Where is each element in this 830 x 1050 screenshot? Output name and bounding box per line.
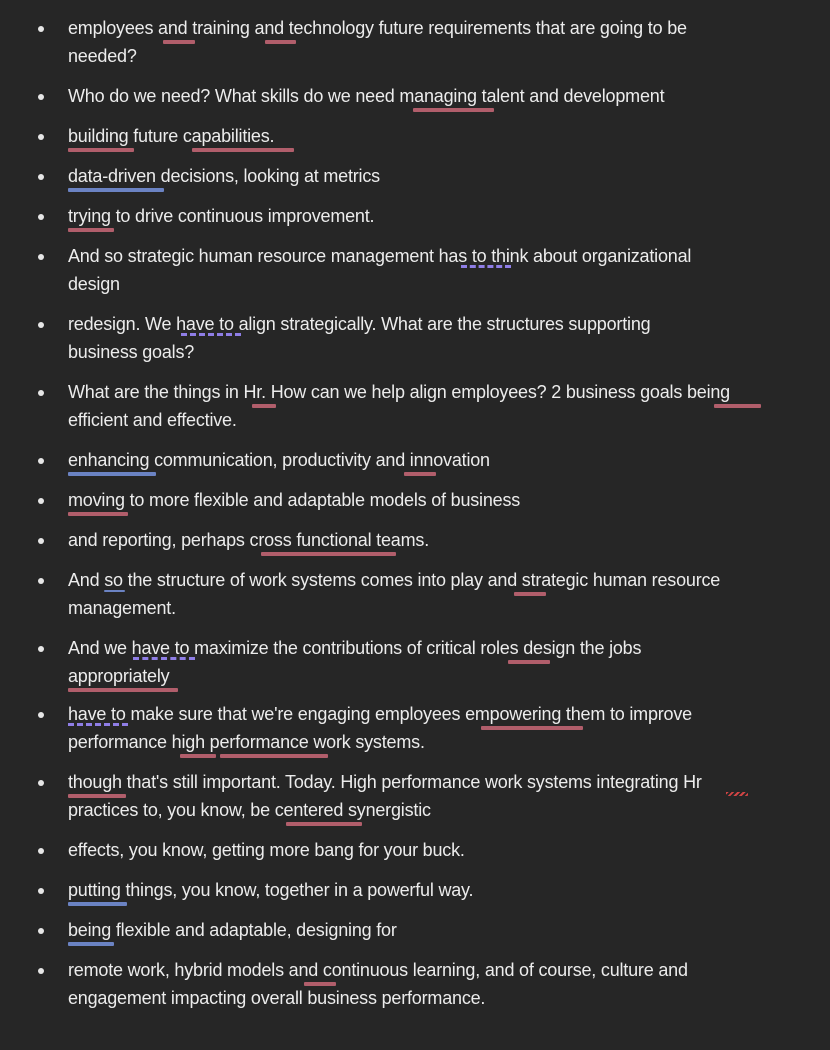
text-line: appropriately	[68, 666, 170, 686]
grammar-suggestion-underline[interactable]	[104, 590, 125, 592]
style-suggestion-underline[interactable]	[461, 265, 511, 268]
text-line: though that's still important. Today. High performance work systems integrating Hr	[68, 772, 702, 792]
spelling-suggestion-underline[interactable]	[404, 472, 436, 476]
spelling-suggestion-underline[interactable]	[304, 982, 336, 986]
spelling-suggestion-underline[interactable]	[68, 148, 134, 152]
spelling-suggestion-underline[interactable]	[508, 660, 550, 664]
spelling-suggestion-underline[interactable]	[68, 512, 128, 516]
text-line: being flexible and adaptable, designing for	[68, 920, 397, 940]
text-line: management.	[68, 598, 176, 618]
list-item	[0, 310, 830, 366]
text-line: And so strategic human resource management has to think about organizational	[68, 246, 692, 266]
text-line: remote work, hybrid models and continuous learning, and of course, culture and	[68, 960, 688, 980]
text-line: design	[68, 274, 120, 294]
list-item-text[interactable]	[68, 162, 788, 190]
list-item-text[interactable]	[68, 526, 788, 554]
list-item-text[interactable]	[68, 836, 788, 864]
bullet-dot-icon	[38, 928, 44, 934]
bullet-dot-icon	[38, 214, 44, 220]
text-line: redesign. We have to align strategically. What are the structures supporting	[68, 314, 651, 334]
list-item-text[interactable]	[68, 202, 788, 230]
list-item	[0, 242, 830, 298]
text-line: And so the structure of work systems comes into play and strategic human resource	[68, 570, 721, 590]
list-item	[0, 876, 830, 904]
list-item-text[interactable]	[68, 916, 788, 944]
list-item	[0, 14, 830, 70]
grammar-suggestion-underline[interactable]	[68, 902, 127, 906]
spelling-suggestion-underline[interactable]	[252, 404, 276, 408]
bullet-dot-icon	[38, 538, 44, 544]
text-line: engagement impacting overall business performance.	[68, 988, 486, 1008]
grammar-suggestion-underline[interactable]	[68, 942, 114, 946]
list-item	[0, 956, 830, 1012]
grammar-suggestion-underline[interactable]	[68, 472, 156, 476]
list-item-text[interactable]	[68, 378, 788, 434]
text-line: building future capabilities.	[68, 126, 275, 146]
spelling-suggestion-underline[interactable]	[192, 148, 294, 152]
bullet-dot-icon	[38, 646, 44, 652]
spelling-suggestion-underline[interactable]	[220, 754, 328, 758]
spelling-error-squiggle[interactable]	[726, 792, 748, 796]
list-item-text[interactable]	[68, 486, 788, 514]
spelling-suggestion-underline[interactable]	[265, 40, 296, 44]
list-item	[0, 446, 830, 474]
bullet-dot-icon	[38, 968, 44, 974]
spelling-suggestion-underline[interactable]	[68, 794, 126, 798]
text-line: data-driven decisions, looking at metrics	[68, 166, 380, 186]
bullet-dot-icon	[38, 94, 44, 100]
style-suggestion-underline[interactable]	[133, 657, 195, 660]
bullet-dot-icon	[38, 390, 44, 396]
text-line: efficient and effective.	[68, 410, 237, 430]
spelling-suggestion-underline[interactable]	[68, 688, 178, 692]
list-item	[0, 566, 830, 622]
list-item	[0, 526, 830, 554]
spelling-suggestion-underline[interactable]	[261, 552, 396, 556]
list-item	[0, 916, 830, 944]
list-item-text[interactable]	[68, 122, 788, 150]
text-line: needed?	[68, 46, 137, 66]
bullet-dot-icon	[38, 322, 44, 328]
list-item-text[interactable]	[68, 310, 788, 366]
list-item	[0, 202, 830, 230]
text-line: effects, you know, getting more bang for your buck.	[68, 840, 465, 860]
spelling-suggestion-underline[interactable]	[286, 822, 362, 826]
grammar-suggestion-underline[interactable]	[68, 188, 164, 192]
spelling-suggestion-underline[interactable]	[514, 592, 546, 596]
bullet-dot-icon	[38, 254, 44, 260]
bullet-dot-icon	[38, 578, 44, 584]
text-line: moving to more flexible and adaptable models of business	[68, 490, 521, 510]
bullet-dot-icon	[38, 888, 44, 894]
text-line: What are the things in Hr. How can we help align employees? 2 business goals being	[68, 382, 730, 402]
list-item-text[interactable]	[68, 876, 788, 904]
spelling-suggestion-underline[interactable]	[413, 108, 494, 112]
text-line: business goals?	[68, 342, 195, 362]
list-item	[0, 486, 830, 514]
text-line: practices to, you know, be centered synergistic	[68, 800, 431, 820]
spelling-suggestion-underline[interactable]	[163, 40, 195, 44]
bullet-dot-icon	[38, 458, 44, 464]
list-item	[0, 82, 830, 110]
text-line: trying to drive continuous improvement.	[68, 206, 375, 226]
spelling-suggestion-underline[interactable]	[180, 754, 216, 758]
list-item-text[interactable]	[68, 700, 788, 756]
bullet-dot-icon	[38, 712, 44, 718]
style-suggestion-underline[interactable]	[181, 333, 241, 336]
bullet-dot-icon	[38, 498, 44, 504]
text-line: And we have to maximize the contributions of critical roles design the jobs	[68, 638, 642, 658]
text-line: have to make sure that we're engaging employees empowering them to improve	[68, 704, 692, 724]
list-item	[0, 162, 830, 190]
list-item-text[interactable]	[68, 446, 788, 474]
bullet-dot-icon	[38, 174, 44, 180]
list-item-text[interactable]	[68, 956, 788, 1012]
list-item-text[interactable]	[68, 82, 788, 110]
list-item-text[interactable]	[68, 768, 788, 824]
spelling-suggestion-underline[interactable]	[481, 726, 583, 730]
bullet-dot-icon	[38, 26, 44, 32]
bullet-dot-icon	[38, 134, 44, 140]
list-item-text[interactable]	[68, 242, 788, 298]
spelling-suggestion-underline[interactable]	[68, 228, 114, 232]
list-item	[0, 836, 830, 864]
list-item	[0, 378, 830, 434]
list-item	[0, 700, 830, 756]
text-line: Who do we need? What skills do we need managing talent and development	[68, 86, 665, 106]
list-item	[0, 634, 830, 690]
style-suggestion-underline[interactable]	[68, 723, 128, 726]
bullet-dot-icon	[38, 780, 44, 786]
list-item-text[interactable]	[68, 566, 788, 622]
text-line: enhancing communication, productivity and innovation	[68, 450, 490, 470]
text-line: performance high performance work systems.	[68, 732, 425, 752]
spelling-suggestion-underline[interactable]	[714, 404, 761, 408]
list-item	[0, 122, 830, 150]
text-line: employees and training and technology future requirements that are going to be	[68, 18, 687, 38]
bullet-dot-icon	[38, 848, 44, 854]
text-line: and reporting, perhaps cross functional teams.	[68, 530, 430, 550]
text-line: putting things, you know, together in a powerful way.	[68, 880, 474, 900]
list-item-text[interactable]	[68, 634, 788, 690]
